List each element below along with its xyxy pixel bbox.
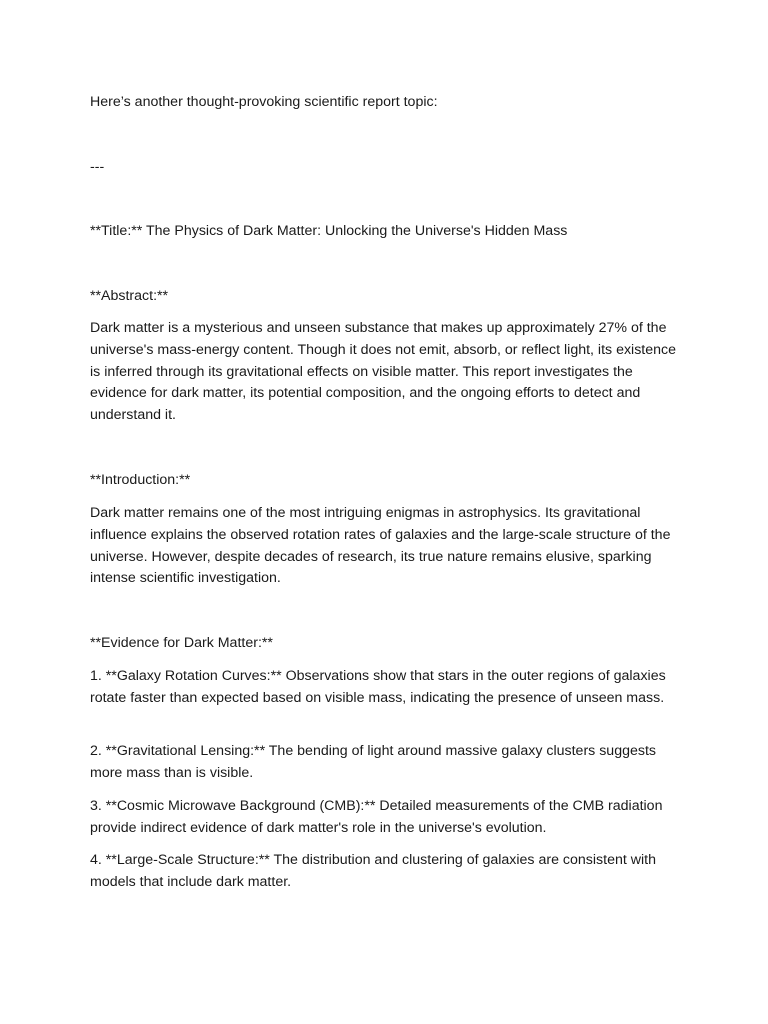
- abstract-body: Dark matter is a mysterious and unseen substance that makes up approximately 27% of the universe's mass-energy content. Though it does not emit, absorb, or reflect light, its existence is inferred through its gravitational effects on visible matter. This report investigates the evidence for dark matter, its potential composition, and the ongoing efforts to detect and understand it.: [90, 320, 677, 424]
- evidence-item-2: 2. **Gravitational Lensing:** The bending of light around massive galaxy clusters suggests more mass than is visible.: [90, 743, 656, 781]
- evidence-item-3: 3. **Cosmic Microwave Background (CMB):** Detailed measurements of the CMB radiation provide indirect evidence of dark matter's role in the universe's evolution.: [90, 798, 663, 836]
- abstract-heading: **Abstract:**: [90, 288, 169, 304]
- intro-text: Here’s another thought-provoking scientific report topic:: [90, 94, 438, 110]
- evidence-heading: **Evidence for Dark Matter:**: [90, 635, 273, 651]
- introduction-body: Dark matter remains one of the most intriguing enigmas in astrophysics. Its gravitational influence explains the observed rotation rates of galaxies and the large-scale structure of the universe. However, despite decades of research, its true nature remains elusive, sparking intense scientific investigation.: [90, 505, 671, 587]
- introduction-heading: **Introduction:**: [90, 472, 191, 488]
- report-title: **Title:** The Physics of Dark Matter: Unlocking the Universe's Hidden Mass: [90, 223, 568, 239]
- evidence-item-1: 1. **Galaxy Rotation Curves:** Observations show that stars in the outer regions of galaxies rotate faster than expected based on visible mass, indicating the presence of unseen mass.: [90, 668, 666, 706]
- separator: ---: [90, 159, 105, 175]
- evidence-item-4: 4. **Large-Scale Structure:** The distribution and clustering of galaxies are consistent with models that include dark matter.: [90, 852, 656, 890]
